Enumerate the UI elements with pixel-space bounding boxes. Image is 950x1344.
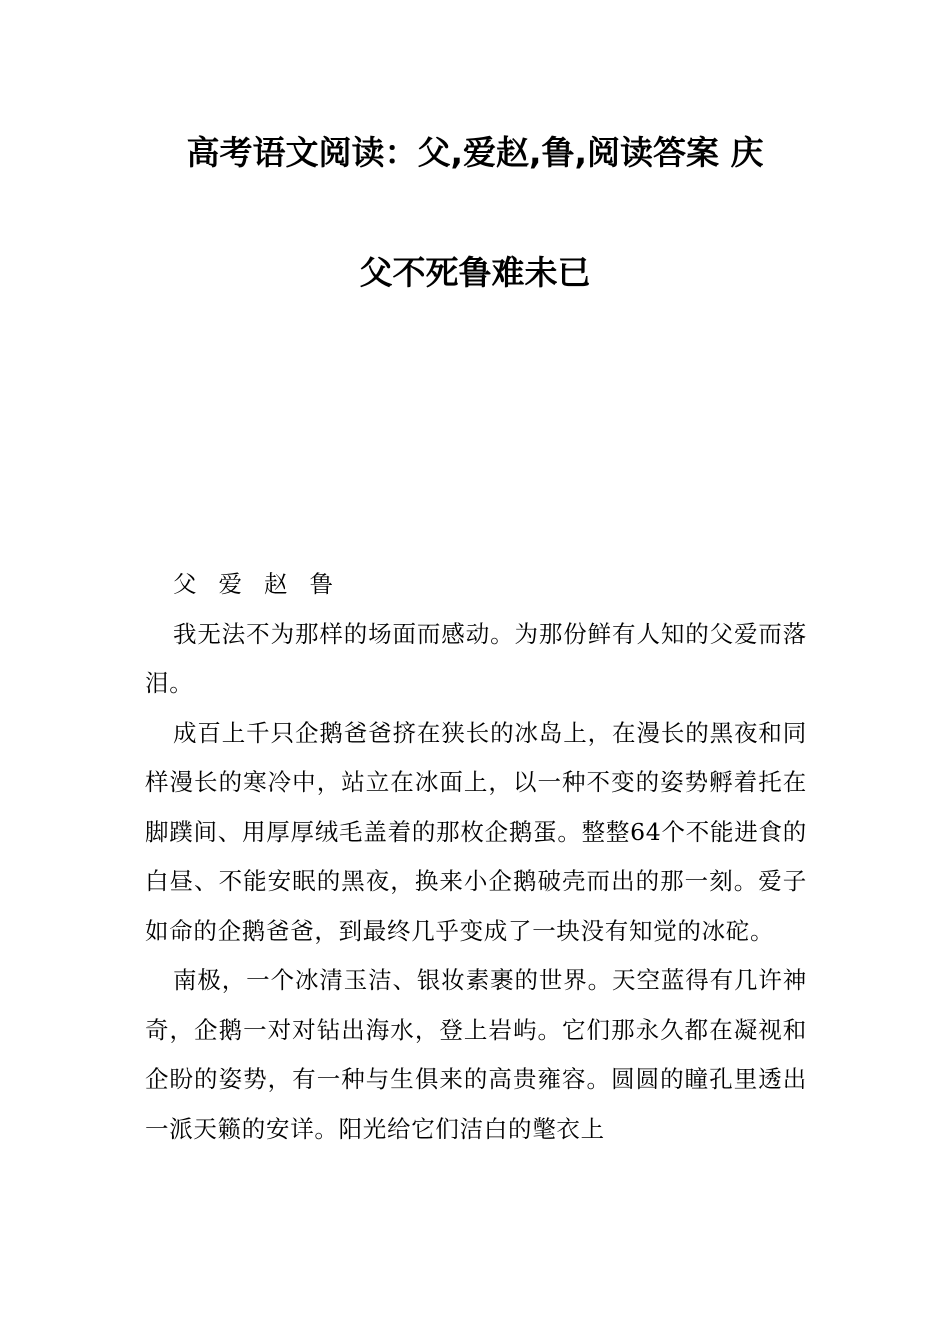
paragraph-3: 南极，一个冰清玉洁、银妆素裹的世界。天空蓝得有几许神奇，企鹅一对对钻出海水，登上岩屿。它们那永久都在凝视和企盼的姿势，有一种与生俱来的高贵雍容。圆圆的瞳孔里透出一派天籁的安详。阳光给它们洁白的氅衣上 [145,966,807,1143]
paragraph-1: 我无法不为那样的场面而感动。为那份鲜有人知的父爱而落泪。 [145,619,807,697]
paragraph-2: 成百上千只企鹅爸爸挤在狭长的冰岛上，在漫长的黑夜和同样漫长的寒冷中，站立在冰面上，以一种不变的姿势孵着托在脚蹼间、用厚厚绒毛盖着的那枚企鹅蛋。整整64个不能进食的白昼、不能安眠的黑夜，换来小企鹅破壳而出的那一刻。爱子如命的企鹅爸爸，到最终几乎变成了一块没有知觉的冰砣。 [145,718,807,945]
document-title-line-1: 高考语文阅读：父,爱赵,鲁,阅读答案 庆 [186,133,764,172]
document-title-line-2: 父不死鲁难未已 [359,253,591,292]
article-heading: 父爱赵鲁 [173,570,355,598]
article-body [145,560,807,1154]
